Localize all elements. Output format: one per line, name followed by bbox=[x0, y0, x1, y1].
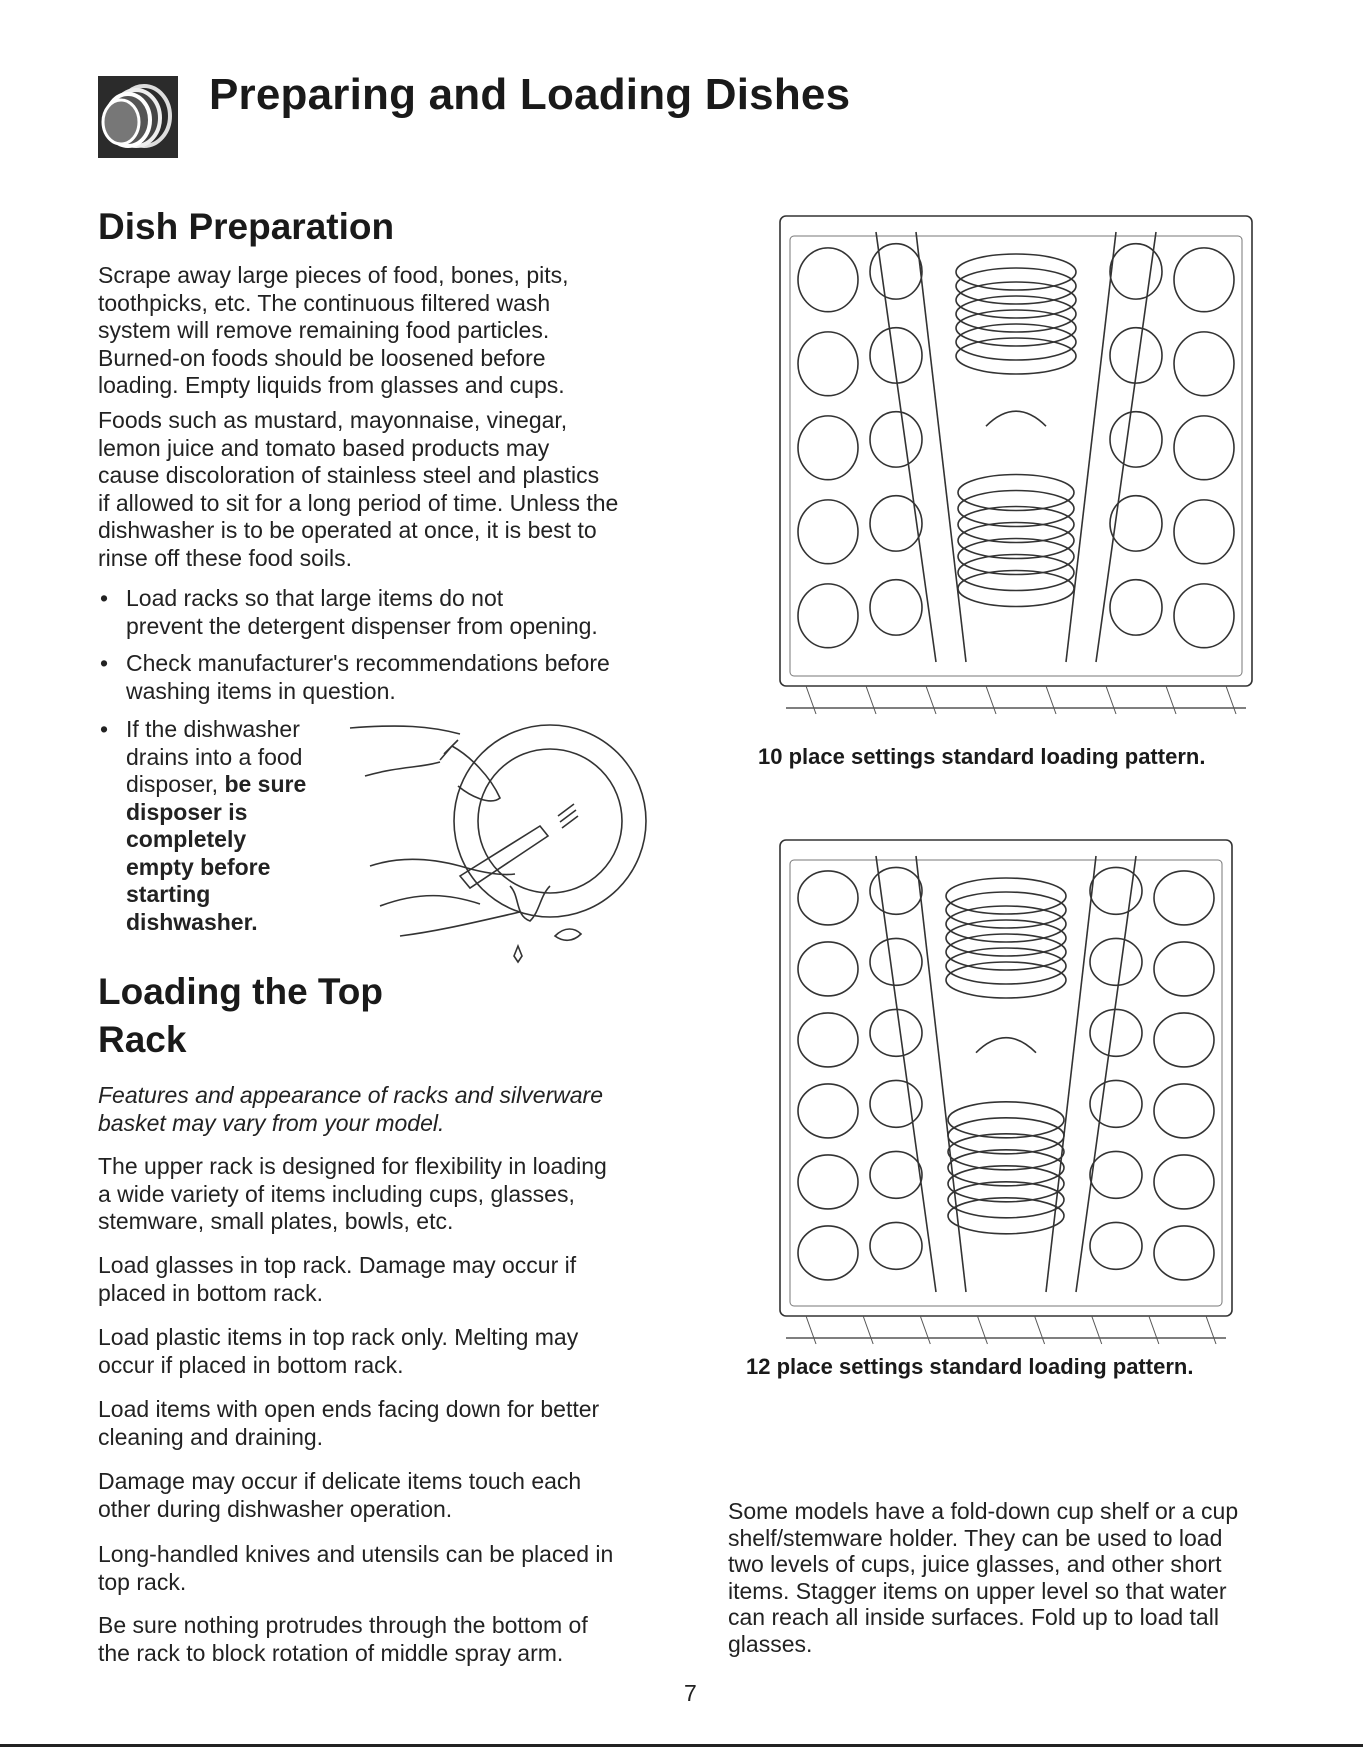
bowl bbox=[958, 555, 1074, 591]
glass bbox=[1110, 580, 1162, 635]
rack-tine bbox=[1092, 1316, 1102, 1344]
bullet-item-disposer: • If the dishwasher drains into a food disposer, be sure disposer is completely empty before starting dishwasher. bbox=[100, 716, 307, 935]
top-rack-paragraph: The upper rack is designed for flexibility in loading a wide variety of items including cups, glasses, stemware, small plates, bowls, etc. bbox=[98, 1153, 607, 1234]
dish-prep-paragraph-1: Scrape away large pieces of food, bones, pits, toothpicks, etc. The continuous filtered wash system will remove remaining food particles. Burned-on foods should be loosened before loading. Empty liquids from glasses and cups. bbox=[98, 262, 569, 398]
bowl bbox=[948, 1182, 1064, 1218]
bowl bbox=[948, 1166, 1064, 1202]
page-number: 7 bbox=[684, 1680, 697, 1706]
rack-illustration-10-place bbox=[776, 212, 1256, 722]
glass bbox=[1090, 1222, 1142, 1269]
glass bbox=[870, 938, 922, 985]
glass-side bbox=[1076, 856, 1136, 1292]
glass bbox=[870, 412, 922, 467]
figure-caption-12-place: 12 place settings standard loading pattern. bbox=[746, 1354, 1194, 1379]
cup bbox=[1174, 248, 1234, 312]
rack-tine bbox=[806, 1316, 816, 1344]
rack-tine bbox=[1046, 686, 1056, 714]
bowl bbox=[958, 523, 1074, 559]
top-rack-paragraph: Be sure nothing protrudes through the bottom of the rack to block rotation of middle spray arm. bbox=[98, 1612, 588, 1666]
dish-prep-paragraph-2: Foods such as mustard, mayonnaise, vinegar, lemon juice and tomato based products may cause discoloration of stainless steel and plastics if allowed to sit for a long period of time. Unless the dishwasher is to be operated at once, it is best to rinse off these food soils. bbox=[98, 407, 619, 571]
cup bbox=[1174, 332, 1234, 396]
cup bbox=[798, 942, 858, 996]
page-title: Preparing and Loading Dishes bbox=[209, 70, 851, 119]
glass bbox=[1090, 1080, 1142, 1127]
top-rack-paragraph: Load plastic items in top rack only. Melting may occur if placed in bottom rack. bbox=[98, 1324, 579, 1378]
plate bbox=[946, 892, 1066, 928]
rack-tine bbox=[863, 1316, 873, 1344]
bowl bbox=[958, 539, 1074, 575]
glass-side bbox=[1066, 232, 1116, 662]
footer-rule bbox=[0, 1744, 1363, 1747]
bowl bbox=[948, 1134, 1064, 1170]
cup-shelf-hook bbox=[986, 411, 1046, 426]
rack-tine bbox=[986, 686, 996, 714]
cup-shelf-paragraph: Some models have a fold-down cup shelf or a cup shelf/stemware holder. They can be used to load two levels of cups, juice glasses, and other short items. Stagger items on upper level so that water can reach all inside surfaces. Fold up to load tall glasses. bbox=[728, 1498, 1239, 1657]
rack-tine bbox=[1106, 686, 1116, 714]
glass bbox=[1110, 244, 1162, 299]
loading-top-rack-heading: Loading the Top Rack bbox=[98, 971, 383, 1060]
rack-tine bbox=[1166, 686, 1176, 714]
rack-tine bbox=[1206, 1316, 1216, 1344]
glass bbox=[870, 1222, 922, 1269]
bowl bbox=[948, 1150, 1064, 1186]
rack-tine bbox=[1226, 686, 1236, 714]
bowl bbox=[948, 1102, 1064, 1138]
cup bbox=[1154, 1084, 1214, 1138]
top-rack-paragraph: Load items with open ends facing down for better cleaning and draining. bbox=[98, 1396, 600, 1450]
bowl bbox=[958, 507, 1074, 543]
glass bbox=[870, 1009, 922, 1056]
plate bbox=[956, 324, 1076, 360]
plate bbox=[956, 268, 1076, 304]
plate bbox=[946, 906, 1066, 942]
rack-frame bbox=[780, 840, 1232, 1316]
bowl bbox=[958, 491, 1074, 527]
glass bbox=[870, 244, 922, 299]
cup-shelf-hook bbox=[976, 1038, 1036, 1053]
cup bbox=[1154, 1155, 1214, 1209]
cup bbox=[1174, 500, 1234, 564]
cup bbox=[798, 500, 858, 564]
rack-tine bbox=[1035, 1316, 1045, 1344]
cup bbox=[798, 1155, 858, 1209]
rack-inner-frame bbox=[790, 860, 1222, 1306]
plate bbox=[946, 962, 1066, 998]
plate bbox=[946, 934, 1066, 970]
top-rack-paragraph: Long-handled knives and utensils can be placed in top rack. bbox=[98, 1541, 614, 1595]
glass bbox=[870, 580, 922, 635]
rack-frame bbox=[780, 216, 1252, 686]
cup bbox=[798, 871, 858, 925]
rack-tine bbox=[806, 686, 816, 714]
cup bbox=[798, 584, 858, 648]
bowl bbox=[958, 475, 1074, 511]
plate bbox=[946, 920, 1066, 956]
rack-tine bbox=[1149, 1316, 1159, 1344]
features-note: Features and appearance of racks and silverware basket may vary from your model. bbox=[98, 1082, 604, 1136]
plate bbox=[956, 310, 1076, 346]
figure-caption-10-place: 10 place settings standard loading pattern. bbox=[758, 744, 1206, 769]
glass bbox=[1090, 1009, 1142, 1056]
bowl bbox=[948, 1198, 1064, 1234]
plate bbox=[956, 338, 1076, 374]
plate-scraping-illustration bbox=[340, 716, 660, 976]
cup bbox=[798, 1226, 858, 1280]
plate bbox=[956, 282, 1076, 318]
bullet-item: • Check manufacturer's recommendations before washing items in question. bbox=[100, 650, 610, 704]
bowl bbox=[948, 1118, 1064, 1154]
dishes-icon bbox=[98, 76, 178, 158]
glass-side bbox=[916, 232, 966, 662]
cup bbox=[1154, 1013, 1214, 1067]
rack-illustration-12-place bbox=[776, 836, 1236, 1352]
header-icon bbox=[98, 76, 178, 158]
plate bbox=[946, 878, 1066, 914]
rack-tine bbox=[866, 686, 876, 714]
glass bbox=[1090, 938, 1142, 985]
plate bbox=[956, 296, 1076, 332]
glass bbox=[1110, 412, 1162, 467]
plate bbox=[946, 948, 1066, 984]
cup bbox=[1154, 1226, 1214, 1280]
glass bbox=[870, 1080, 922, 1127]
cup bbox=[798, 1013, 858, 1067]
bowl bbox=[958, 571, 1074, 607]
cup bbox=[1174, 416, 1234, 480]
dish-preparation-heading: Dish Preparation bbox=[98, 206, 395, 247]
rack-tine bbox=[926, 686, 936, 714]
cup bbox=[798, 416, 858, 480]
plate bbox=[956, 254, 1076, 290]
rack-tine bbox=[920, 1316, 930, 1344]
bullet-item: • Load racks so that large items do not prevent the detergent dispenser from opening. bbox=[100, 585, 598, 639]
cup bbox=[798, 332, 858, 396]
rack-tine bbox=[977, 1316, 987, 1344]
cup bbox=[798, 1084, 858, 1138]
cup bbox=[1174, 584, 1234, 648]
top-rack-paragraph: Damage may occur if delicate items touch each other during dishwasher operation. bbox=[98, 1468, 582, 1522]
glass bbox=[1090, 1151, 1142, 1198]
cup bbox=[1154, 871, 1214, 925]
cup bbox=[1154, 942, 1214, 996]
glass-side bbox=[876, 856, 936, 1292]
top-rack-paragraph: Load glasses in top rack. Damage may occur if placed in bottom rack. bbox=[98, 1252, 577, 1306]
cup bbox=[798, 248, 858, 312]
glass bbox=[870, 1151, 922, 1198]
